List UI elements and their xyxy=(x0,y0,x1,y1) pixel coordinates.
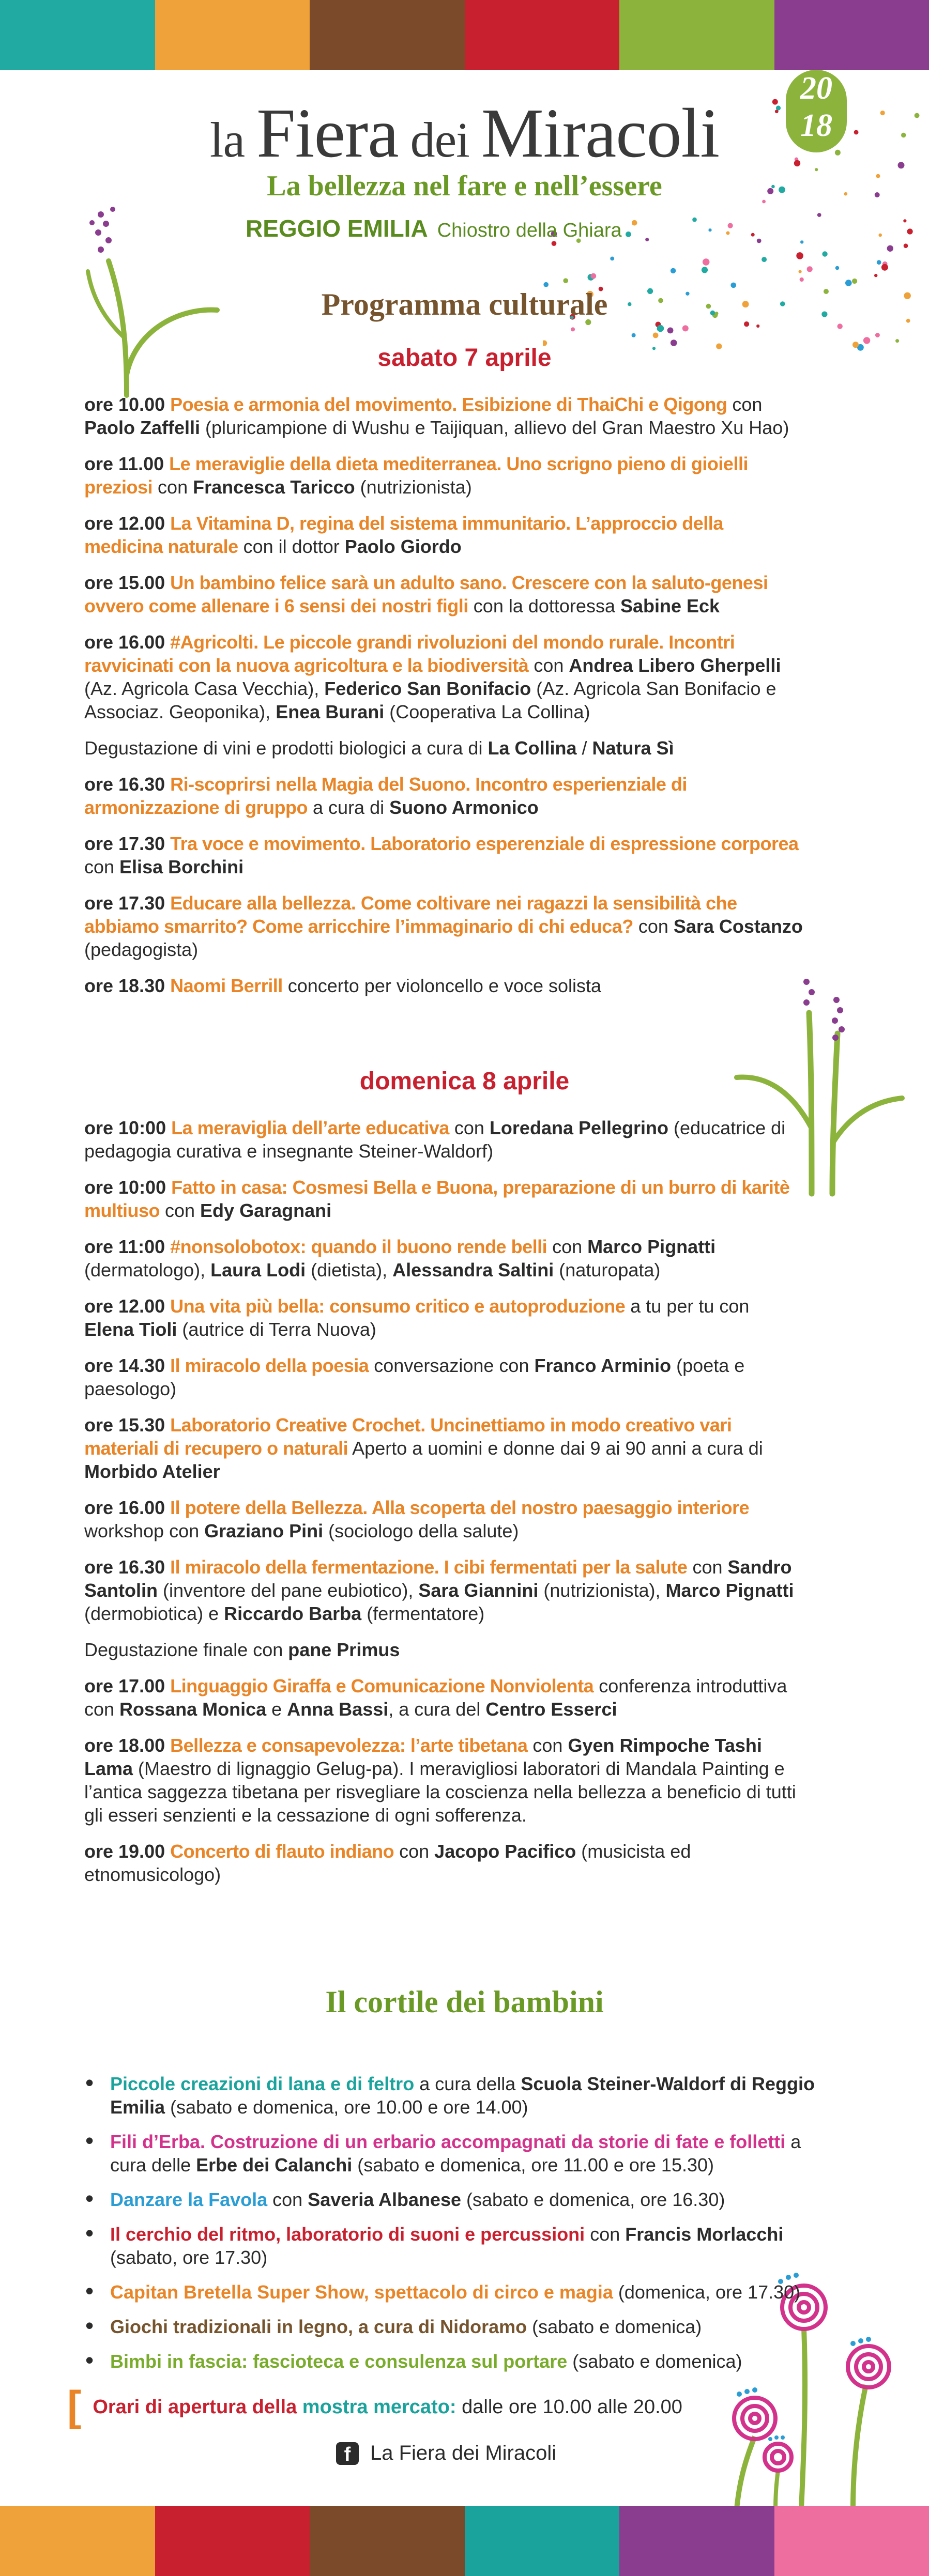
kids-activity-item xyxy=(84,2188,824,2211)
program-entry xyxy=(84,1734,803,1827)
entry-text: workshop con xyxy=(84,1520,205,1541)
entry-time: ore 14.30 xyxy=(84,1355,165,1376)
kids-activity-item xyxy=(84,2350,824,2373)
saturday-program xyxy=(84,393,803,1010)
entry-speaker: Marco Pignatti xyxy=(665,1580,794,1601)
entry-speaker: Sabine Eck xyxy=(620,595,720,616)
entry-speaker: Federico San Bonifacio xyxy=(324,678,531,699)
entry-event-title: Il miracolo della fermentazione. I cibi fermentati per la salute xyxy=(170,1556,688,1578)
kids-activity-organizer: Francis Morlacchi xyxy=(625,2224,784,2245)
entry-speaker: Rossana Monica xyxy=(119,1699,267,1720)
entry-event-title: La Vitamina D, regina del sistema immunitario. L’approccio della medicina naturale xyxy=(84,513,723,557)
entry-speaker: Sara Costanzo xyxy=(673,916,803,937)
entry-speaker: Andrea Libero Gherpelli xyxy=(569,655,781,676)
entry-text: (Az. Agricola Casa Vecchia), xyxy=(84,678,325,699)
confetti-dot xyxy=(563,278,568,283)
confetti-dot xyxy=(703,258,710,266)
entry-text: (Az. Agricola San Bonifacio e Associaz. Geoponika), xyxy=(84,678,776,722)
kids-activity-title: Giochi tradizionali in legno, a cura di Nidoramo xyxy=(110,2316,527,2337)
entry-speaker: pane Primus xyxy=(288,1639,400,1660)
program-entry xyxy=(84,1235,803,1282)
kids-activity-item xyxy=(84,2315,824,2338)
entry-text: con la dottoressa xyxy=(468,595,620,616)
entry-time: ore 12.00 xyxy=(84,1295,165,1317)
hours-value: dalle ore 10.00 alle 20.00 xyxy=(462,2396,682,2418)
entry-event-title: Una vita più bella: consumo critico e autoproduzione xyxy=(170,1295,626,1317)
entry-text: con xyxy=(528,655,569,676)
kids-activity-text: con xyxy=(585,2224,626,2245)
entry-time: ore 11.00 xyxy=(84,453,164,474)
confetti-dot xyxy=(692,218,697,222)
kids-activity-text: (sabato e domenica) xyxy=(567,2351,742,2372)
program-entry xyxy=(84,1555,803,1625)
entry-text: (poeta e paesologo) xyxy=(84,1355,745,1399)
confetti-dot xyxy=(571,327,575,331)
confetti-dot xyxy=(726,232,730,235)
kids-activity-text: a cura della xyxy=(414,2073,521,2094)
confetti-dot xyxy=(657,325,664,332)
entry-text: con xyxy=(633,916,674,937)
poster-page xyxy=(0,70,929,2506)
kids-activity-title: Fili d’Erba. Costruzione di un erbario accompagnati da storie di fate e folletti xyxy=(110,2131,786,2152)
entry-speaker: Elena Tioli xyxy=(84,1319,177,1340)
entry-text: (nutrizionista), xyxy=(538,1580,666,1601)
kids-activity-organizer: Erbe dei Calanchi xyxy=(196,2154,353,2176)
confetti-dot xyxy=(887,245,893,252)
title-word-miracoli: Miracoli xyxy=(481,95,720,172)
confetti-dot xyxy=(610,257,614,261)
entry-time: ore 18.00 xyxy=(84,1735,165,1756)
entry-event-title: La meraviglia dell’arte educativa xyxy=(171,1117,449,1138)
entry-text: (Maestro di lignaggio Gelug-pa). I meravigliosi laboratori di Mandala Painting e l’antica saggezza tibetana per risvegliare la coscienza nella bellezza a beneficio di tutti gli esseri senzienti e la cessazione di ogni sofferenza. xyxy=(84,1758,796,1826)
entry-event-title: Un bambino felice sarà un adulto sano. Crescere con la saluto-genesi ovvero come allenare i 6 sensi dei nostri figli xyxy=(84,572,768,616)
program-entry xyxy=(84,1354,803,1400)
entry-speaker: Francesca Taricco xyxy=(193,476,355,498)
kids-activities xyxy=(84,2072,824,2384)
entry-text: / xyxy=(576,737,592,759)
title-word-dei: dei xyxy=(398,112,481,167)
entry-time: ore 11:00 xyxy=(84,1236,165,1257)
confetti-dot xyxy=(837,323,843,329)
hours-bracket: [ xyxy=(67,2383,82,2430)
confetti-dot xyxy=(590,273,596,279)
facebook-page-name[interactable]: La Fiera dei Miracoli xyxy=(370,2442,557,2464)
entry-time: ore 19.00 xyxy=(84,1841,165,1862)
confetti-dot xyxy=(762,257,767,262)
program-entry xyxy=(84,1176,803,1222)
program-entry xyxy=(84,571,803,618)
entry-speaker: Paolo Giordo xyxy=(344,536,462,557)
entry-text: (musicista ed etnomusicologo) xyxy=(84,1841,691,1885)
entry-text: , a cura del xyxy=(388,1699,486,1720)
kids-activity-text: (sabato e domenica, ore 10.00 e ore 14.00) xyxy=(165,2096,528,2118)
program-entry xyxy=(84,1638,803,1661)
entry-event-title: Laboratorio Creative Crochet. Uncinettiamo in modo creativo vari materiali di recupero o naturali xyxy=(84,1414,732,1459)
confetti-dot xyxy=(671,268,676,273)
program-entry xyxy=(84,1840,803,1886)
entry-speaker: Riccardo Barba xyxy=(224,1603,362,1624)
entry-time: ore 12.00 xyxy=(84,513,165,534)
confetti-dot xyxy=(626,232,631,237)
event-location xyxy=(246,214,622,242)
band-segment xyxy=(774,0,929,70)
entry-speaker: Natura Sì xyxy=(592,737,674,759)
entry-time: ore 16.30 xyxy=(84,1556,165,1578)
confetti-dot xyxy=(667,328,674,334)
kids-activity-organizer: Saveria Albanese xyxy=(308,2189,462,2210)
program-entry xyxy=(84,1294,803,1341)
program-entry xyxy=(84,1413,803,1483)
entry-time: ore 10:00 xyxy=(84,1177,166,1198)
venue-name: Chiostro della Ghiara xyxy=(437,220,622,241)
event-title xyxy=(210,95,719,172)
entry-text: con xyxy=(527,1735,568,1756)
kids-activity-organizer: Scuola Steiner-Waldorf di Reggio Emilia xyxy=(110,2073,815,2118)
confetti-dot xyxy=(708,228,711,232)
kids-activity-text: (sabato e domenica, ore 16.30) xyxy=(461,2189,725,2210)
entry-event-title: Ri-scoprirsi nella Magia del Suono. Incontro esperienziale di armonizzazione di gruppo xyxy=(84,774,687,818)
entry-text: (fermentatore) xyxy=(361,1603,485,1624)
program-title: Programma culturale xyxy=(321,287,608,321)
confetti-dot xyxy=(682,325,689,331)
program-entry xyxy=(84,736,803,760)
saturday-heading: sabato 7 aprile xyxy=(377,344,552,372)
entry-speaker: Enea Burani xyxy=(276,701,385,722)
entry-text: con xyxy=(727,394,763,415)
entry-time: ore 10:00 xyxy=(84,1117,166,1138)
confetti-dot xyxy=(632,220,637,226)
entry-speaker: Suono Armonico xyxy=(389,797,539,818)
kids-title: Il cortile dei bambini xyxy=(325,1985,604,2019)
entry-speaker: Centro Esserci xyxy=(485,1699,617,1720)
entry-speaker: La Collina xyxy=(488,737,577,759)
confetti-dot xyxy=(632,333,636,337)
top-color-band xyxy=(0,0,929,70)
entry-speaker: Morbido Atelier xyxy=(84,1461,220,1482)
entry-event-title: Le meraviglie della dieta mediterranea. Uno scrigno pieno di gioielli preziosi xyxy=(84,453,748,498)
entry-speaker: Paolo Zaffelli xyxy=(84,417,201,438)
program-entry xyxy=(84,773,803,819)
entry-time: ore 17.30 xyxy=(84,833,165,854)
band-segment xyxy=(155,0,310,70)
entry-text: con xyxy=(84,856,120,877)
band-segment xyxy=(0,0,155,70)
entry-time: ore 17.00 xyxy=(84,1675,165,1696)
entry-text: (autrice di Terra Nuova) xyxy=(177,1319,376,1340)
kids-activity-title: Piccole creazioni di lana e di feltro xyxy=(110,2073,415,2094)
entry-time: ore 17.30 xyxy=(84,892,165,914)
entry-text: a cura di xyxy=(308,797,390,818)
kids-activity-title: Il cerchio del ritmo, laboratorio di suoni e percussioni xyxy=(110,2224,585,2245)
confetti-dot xyxy=(822,251,827,256)
confetti-dot xyxy=(903,219,906,222)
program-entry xyxy=(84,832,803,878)
kids-activity-text: (sabato e domenica, ore 11.00 e ore 15.30) xyxy=(352,2154,714,2176)
entry-event-title: Fatto in casa: Cosmesi Bella e Buona, preparazione di un burro di karitè multiuso xyxy=(84,1177,790,1221)
entry-text: (Cooperativa La Collina) xyxy=(384,701,590,722)
confetti-dot xyxy=(852,279,857,284)
entry-time: ore 15.00 xyxy=(84,572,165,593)
entry-event-title: Bellezza e consapevolezza: l’arte tibetana xyxy=(170,1735,528,1756)
entry-speaker: Laura Lodi xyxy=(210,1259,306,1281)
entry-speaker: Sara Giannini xyxy=(418,1580,539,1601)
entry-speaker: Elisa Borchini xyxy=(119,856,244,877)
entry-time: ore 15.30 xyxy=(84,1414,165,1436)
entry-time: ore 16.30 xyxy=(84,774,165,795)
program-entry xyxy=(84,1116,803,1163)
confetti-dot xyxy=(751,233,755,237)
confetti-dot xyxy=(807,266,813,272)
entry-text: a tu per tu con xyxy=(625,1295,750,1317)
entry-text: (pedagogista) xyxy=(84,939,199,960)
entry-text: e xyxy=(266,1699,287,1720)
entry-text: (dietista), xyxy=(306,1259,393,1281)
entry-event-title: Il potere della Bellezza. Alla scoperta del nostro paesaggio interiore xyxy=(170,1497,750,1518)
kids-activity-item xyxy=(84,2280,824,2304)
confetti-dot xyxy=(877,260,881,265)
confetti-dot xyxy=(728,223,733,228)
confetti-dot xyxy=(904,243,908,248)
kids-activity-text: (domenica, ore 17.30) xyxy=(613,2281,801,2303)
band-segment xyxy=(619,0,774,70)
confetti-dot xyxy=(878,234,882,237)
entry-speaker: Anna Bassi xyxy=(287,1699,389,1720)
kids-activity-title: Capitan Bretella Super Show, spettacolo di circo e magia xyxy=(110,2281,613,2303)
confetti-dot xyxy=(800,240,803,243)
entry-time: ore 16.00 xyxy=(84,1497,165,1518)
entry-text: con xyxy=(547,1236,588,1257)
entry-speaker: Graziano Pini xyxy=(204,1520,324,1541)
confetti-dot xyxy=(881,264,888,271)
entry-event-title: #nonsolobotox: quando il buono rende belli xyxy=(170,1236,547,1257)
entry-event-title: Tra voce e movimento. Laboratorio esperenziale di espressione corporea xyxy=(170,833,799,854)
program-entry xyxy=(84,512,803,558)
program-entry xyxy=(84,1674,803,1721)
confetti-dot xyxy=(702,267,708,273)
entry-text: conversazione con xyxy=(369,1355,535,1376)
entry-speaker: Loredana Pellegrino xyxy=(489,1117,669,1138)
title-word-fiera: Fiera xyxy=(256,95,399,172)
kids-activity-text: (sabato, ore 17.30) xyxy=(110,2247,268,2268)
city-name: REGGIO EMILIA xyxy=(246,215,428,242)
entry-event-title: Il miracolo della poesia xyxy=(170,1355,369,1376)
opening-hours xyxy=(67,2382,682,2431)
entry-text: con xyxy=(160,1200,201,1221)
confetti-dot xyxy=(645,238,649,241)
confetti-dot xyxy=(800,277,804,282)
entry-event-title: Poesia e armonia del movimento. Esibizione di ThaiChi e Qigong xyxy=(170,394,727,415)
confetti-dot xyxy=(796,252,803,259)
entry-event-title: #Agricolti. Le piccole grandi rivoluzioni del mondo rurale. Incontri ravvicinati con la nuova agricoltura e la biodiversità xyxy=(84,631,735,676)
entry-text: (sociologo della salute) xyxy=(323,1520,519,1541)
entry-text: con xyxy=(449,1117,490,1138)
program-entry xyxy=(84,630,803,723)
sunday-heading: domenica 8 aprile xyxy=(359,1068,570,1095)
entry-text: Degustazione di vini e prodotti biologici a cura di xyxy=(84,737,488,759)
event-subtitle: La bellezza nel fare e nell’essere xyxy=(267,170,662,202)
kids-activity-item xyxy=(84,2072,824,2119)
entry-text: con xyxy=(394,1841,435,1862)
confetti-dot xyxy=(907,228,913,234)
kids-activity-text: (sabato e domenica) xyxy=(527,2316,702,2337)
band-segment xyxy=(310,2506,465,2576)
entry-speaker: Gyen Rimpoche Tashi Lama xyxy=(84,1735,762,1779)
entry-text: (nutrizionista) xyxy=(355,476,472,498)
entry-text: (educatrice di pedagogia curativa e insegnante Steiner-Waldorf) xyxy=(84,1117,786,1162)
facebook-icon[interactable]: f xyxy=(336,2442,359,2465)
kids-activity-item xyxy=(84,2130,824,2177)
confetti-dot xyxy=(653,333,659,338)
kids-activity-text: a cura delle xyxy=(110,2131,801,2176)
confetti-dot xyxy=(875,333,880,337)
confetti-dot xyxy=(845,280,852,286)
entry-text: conferenza introduttiva con xyxy=(84,1675,787,1720)
band-segment xyxy=(774,2506,929,2576)
confetti-dot xyxy=(757,239,762,243)
entry-time: ore 10.00 xyxy=(84,394,165,415)
confetti-dot xyxy=(835,266,840,270)
entry-text: con xyxy=(687,1556,728,1578)
entry-time: ore 16.00 xyxy=(84,631,165,653)
confetti-dot xyxy=(874,274,877,277)
confetti-dot xyxy=(756,325,759,328)
confetti-dot xyxy=(799,270,802,273)
band-segment xyxy=(465,2506,620,2576)
entry-speaker: Jacopo Pacifico xyxy=(434,1841,576,1862)
program-entry xyxy=(84,974,803,997)
kids-activity-title: Bimbi in fascia: fascioteca e consulenza sul portare xyxy=(110,2351,568,2372)
entry-speaker: Alessandra Saltini xyxy=(392,1259,554,1281)
entry-text: (naturopata) xyxy=(554,1259,661,1281)
entry-text: Degustazione finale con xyxy=(84,1639,288,1660)
facebook-link[interactable] xyxy=(336,2442,556,2465)
bottom-color-band xyxy=(0,2506,929,2576)
entry-text: con il dottor xyxy=(238,536,345,557)
entry-event-title: Linguaggio Giraffa e Comunicazione Nonviolenta xyxy=(170,1675,594,1696)
confetti-dot xyxy=(895,339,899,343)
confetti-dot xyxy=(863,337,870,344)
entry-text: con xyxy=(153,476,193,498)
entry-event-title: Naomi Berrill xyxy=(170,975,283,996)
program-entry xyxy=(84,393,803,439)
kids-activity-title: Danzare la Favola xyxy=(110,2189,268,2210)
hours-label: Orari di apertura della xyxy=(93,2396,297,2418)
entry-speaker: Franco Arminio xyxy=(534,1355,672,1376)
entry-text: (pluricampione di Wushu e Taijiquan, allievo del Gran Maestro Xu Hao) xyxy=(200,417,789,438)
entry-text: (inventore del pane eubiotico), xyxy=(158,1580,419,1601)
year-badge xyxy=(786,70,847,152)
band-segment xyxy=(619,2506,774,2576)
program-entry xyxy=(84,891,803,961)
year-top: 20 xyxy=(800,71,832,106)
entry-speaker: Edy Garagnani xyxy=(200,1200,332,1221)
sunday-program xyxy=(84,1116,803,1899)
entry-speaker: Marco Pignatti xyxy=(587,1236,716,1257)
year-bottom: 18 xyxy=(800,108,832,143)
entry-text: Aperto a uomini e donne dai 9 ai 90 anni a cura di xyxy=(348,1438,763,1459)
band-segment xyxy=(310,0,465,70)
entry-event-title: Concerto di flauto indiano xyxy=(170,1841,394,1862)
hours-market-label: mostra mercato: xyxy=(302,2396,456,2418)
confetti-dot xyxy=(817,213,821,217)
entry-text: concerto per violoncello e voce solista xyxy=(282,975,602,996)
entry-event-title: Educare alla bellezza. Come coltivare nei ragazzi la sensibilità che abbiamo smarrito? Come arricchire l’immaginario di chi educa? xyxy=(84,892,737,937)
title-word-la: la xyxy=(209,112,257,167)
entry-time: ore 18.30 xyxy=(84,975,165,996)
program-entry xyxy=(84,452,803,499)
band-segment xyxy=(0,2506,155,2576)
kids-activity-text: con xyxy=(267,2189,308,2210)
band-segment xyxy=(155,2506,310,2576)
entry-text: (dermatologo), xyxy=(84,1259,211,1281)
entry-speaker: Sandro Santolin xyxy=(84,1556,792,1601)
kids-activity-item xyxy=(84,2223,824,2269)
entry-text: (dermobiotica) e xyxy=(84,1603,224,1624)
band-segment xyxy=(465,0,620,70)
program-entry xyxy=(84,1496,803,1542)
